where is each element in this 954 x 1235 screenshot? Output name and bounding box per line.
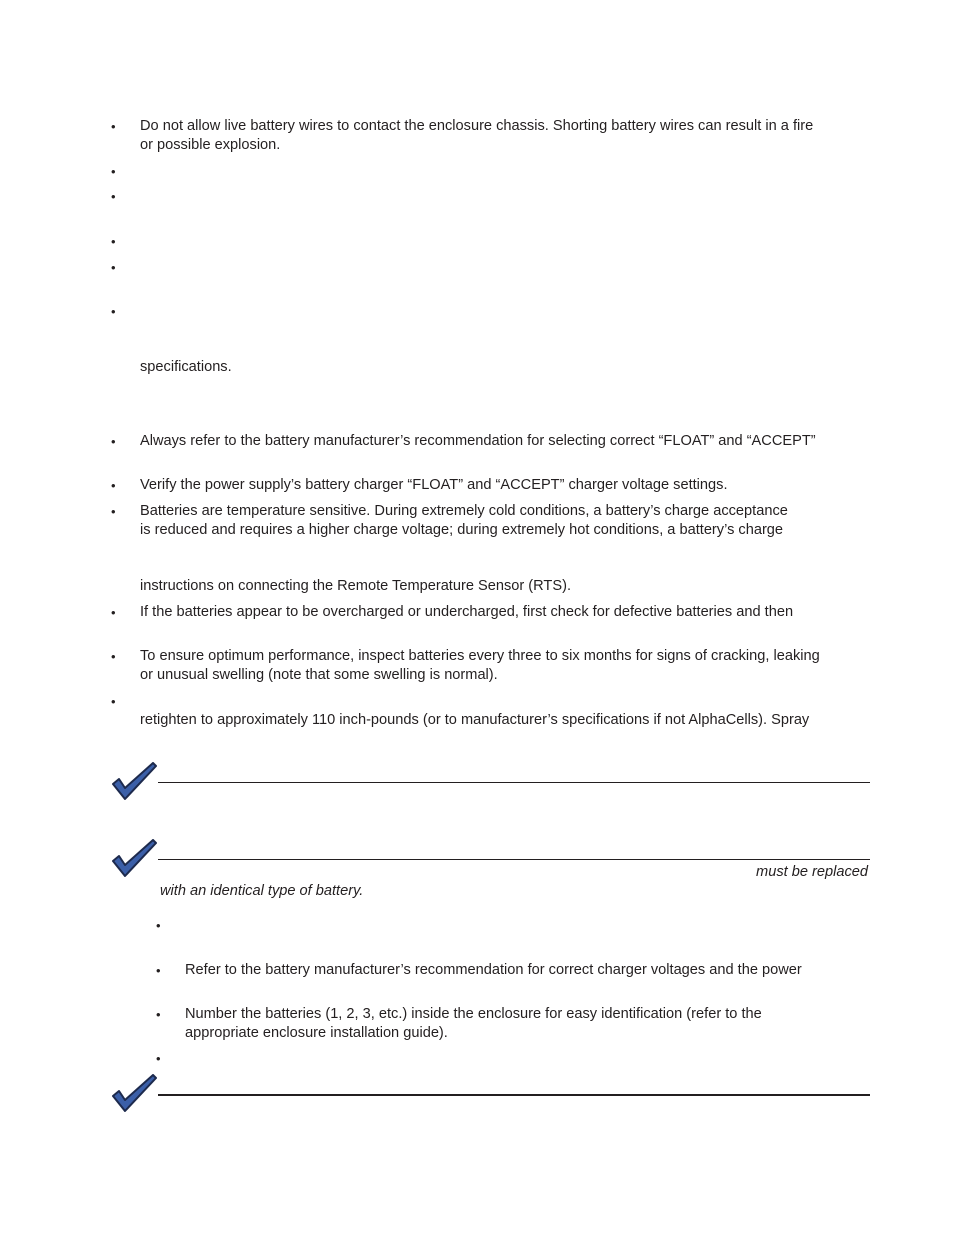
- note-text: with an identical type of battery.: [160, 883, 364, 899]
- bullet-marker: •: [156, 918, 161, 933]
- bullet-marker: •: [111, 189, 116, 204]
- bullet-marker: •: [111, 234, 116, 249]
- checkmark-icon: [110, 1074, 160, 1114]
- checkmark-icon: [110, 762, 160, 802]
- bullet-text: retighten to approximately 110 inch-pounds (or to manufacturer’s specifications if not AlphaCells). Spray: [140, 712, 810, 728]
- bullet-text: appropriate enclosure installation guide).: [185, 1025, 448, 1041]
- bullet-marker: •: [156, 963, 161, 978]
- note-divider: [158, 1094, 870, 1096]
- bullet-text: If the batteries appear to be overcharged or undercharged, first check for defective batteries and then: [140, 604, 794, 620]
- bullet-text: Always refer to the battery manufacturer’s recommendation for selecting correct “FLOAT” and “ACCEPT”: [140, 433, 816, 449]
- checkmark-icon: [110, 839, 160, 879]
- bullet-marker: •: [156, 1051, 161, 1066]
- bullet-marker: •: [111, 694, 116, 709]
- bullet-text: To ensure optimum performance, inspect batteries every three to six months for signs of cracking, leaking: [140, 648, 820, 664]
- bullet-text: Batteries are temperature sensitive. During extremely cold conditions, a battery’s charge acceptance: [140, 503, 788, 519]
- bullet-text: is reduced and requires a higher charge voltage; during extremely hot conditions, a battery’s charge: [140, 522, 784, 538]
- note-text: must be replaced: [756, 864, 868, 880]
- bullet-marker: •: [111, 119, 116, 134]
- bullet-marker: •: [156, 1007, 161, 1022]
- bullet-text: or unusual swelling (note that some swelling is normal).: [140, 667, 498, 683]
- bullet-text: Verify the power supply’s battery charger “FLOAT” and “ACCEPT” charger voltage settings.: [140, 477, 728, 493]
- bullet-text: Number the batteries (1, 2, 3, etc.) inside the enclosure for easy identification (refer to the: [185, 1006, 762, 1022]
- bullet-text: specifications.: [140, 359, 232, 375]
- bullet-marker: •: [111, 478, 116, 493]
- bullet-marker: •: [111, 164, 116, 179]
- bullet-marker: •: [111, 434, 116, 449]
- bullet-text: Do not allow live battery wires to contact the enclosure chassis. Shorting battery wires can result in a fire: [140, 118, 814, 134]
- note-divider: [158, 782, 870, 783]
- bullet-marker: •: [111, 504, 116, 519]
- bullet-text: Refer to the battery manufacturer’s recommendation for correct charger voltages and the power: [185, 962, 802, 978]
- bullet-marker: •: [111, 649, 116, 664]
- bullet-marker: •: [111, 304, 116, 319]
- bullet-marker: •: [111, 260, 116, 275]
- bullet-text: or possible explosion.: [140, 137, 281, 153]
- bullet-text: instructions on connecting the Remote Temperature Sensor (RTS).: [140, 578, 571, 594]
- bullet-marker: •: [111, 605, 116, 620]
- note-divider: [158, 859, 870, 860]
